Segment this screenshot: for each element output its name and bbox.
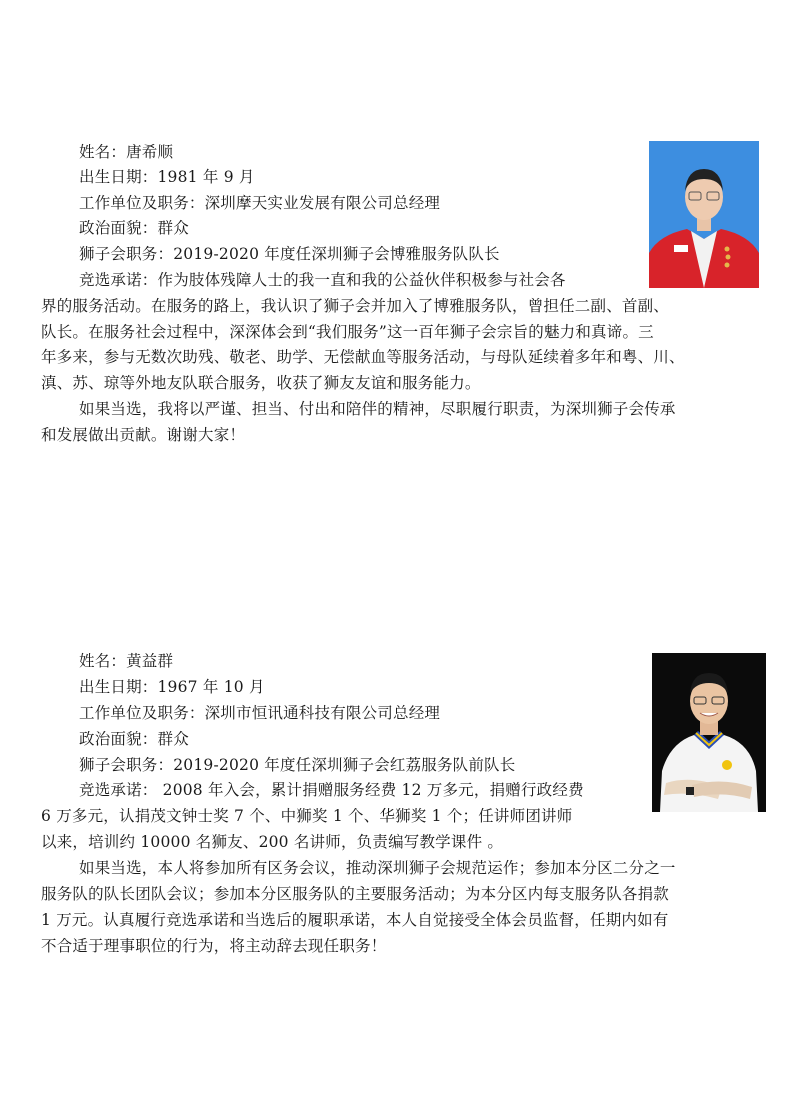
pledge-line: 竞选承诺： 2008 年入会，累计捐赠服务经费 12 万多元，捐赠行政经费 <box>79 781 584 799</box>
work-unit: 工作单位及职务：深圳摩天实业发展有限公司总经理 <box>79 194 441 212</box>
pledge-line: 年多来，参与无数次助残、敬老、助学、无偿献血等服务活动，与母队延续着多年和粤、川、 <box>41 348 685 366</box>
candidate-name: 姓名：黄益群 <box>79 652 174 670</box>
birth-date: 出生日期：1981 年 9 月 <box>79 168 255 186</box>
pledge-line: 以来，培训约 10000 名狮友、200 名讲师，负责编写教学课件 。 <box>41 833 504 851</box>
pledge-line: 1 万元。认真履行竞选承诺和当选后的履职承诺，本人自觉接受全体会员监督，任期内如有 <box>41 911 669 929</box>
pledge-line: 界的服务活动。在服务的路上，我认识了狮子会并加入了博雅服务队，曾担任二副、首副、 <box>41 297 670 315</box>
pledge-line: 服务队的队长团队会议；参加本分区服务队的主要服务活动；为本分区内每支服务队各捐款 <box>41 885 670 903</box>
pledge-line: 和发展做出贡献。谢谢大家！ <box>41 426 246 444</box>
lions-position: 狮子会职务：2019-2020 年度任深圳狮子会博雅服务队队长 <box>79 245 500 263</box>
pledge-line: 如果当选，本人将参加所有区务会议，推动深圳狮子会规范运作；参加本分区二分之一 <box>79 859 676 877</box>
candidate-photo <box>652 653 766 812</box>
candidate-photo <box>649 141 759 288</box>
pledge-line: 队长。在服务社会过程中，深深体会到“我们服务”这一百年狮子会宗旨的魅力和真谛。三 <box>41 323 654 341</box>
political-status: 政治面貌：群众 <box>79 219 189 237</box>
lions-position: 狮子会职务：2019-2020 年度任深圳狮子会红荔服务队前队长 <box>79 756 516 774</box>
pledge-line: 6 万多元，认捐茂文钟士奖 7 个、中狮奖 1 个、华狮奖 1 个；任讲师团讲师 <box>41 807 573 825</box>
candidate-name: 姓名：唐希顺 <box>79 143 174 161</box>
pledge-line: 竞选承诺：作为肢体残障人士的我一直和我的公益伙伴积极参与社会各 <box>79 271 566 289</box>
pledge-line: 不合适于理事职位的行为，将主动辞去现任职务！ <box>41 937 387 955</box>
work-unit: 工作单位及职务：深圳市恒讯通科技有限公司总经理 <box>79 704 441 722</box>
political-status: 政治面貌：群众 <box>79 730 189 748</box>
pledge-line: 滇、苏、琼等外地友队联合服务，收获了狮友友谊和服务能力。 <box>41 374 481 392</box>
pledge-line: 如果当选，我将以严谨、担当、付出和陪伴的精神，尽职履行职责，为深圳狮子会传承 <box>79 400 676 418</box>
birth-date: 出生日期：1967 年 10 月 <box>79 678 265 696</box>
